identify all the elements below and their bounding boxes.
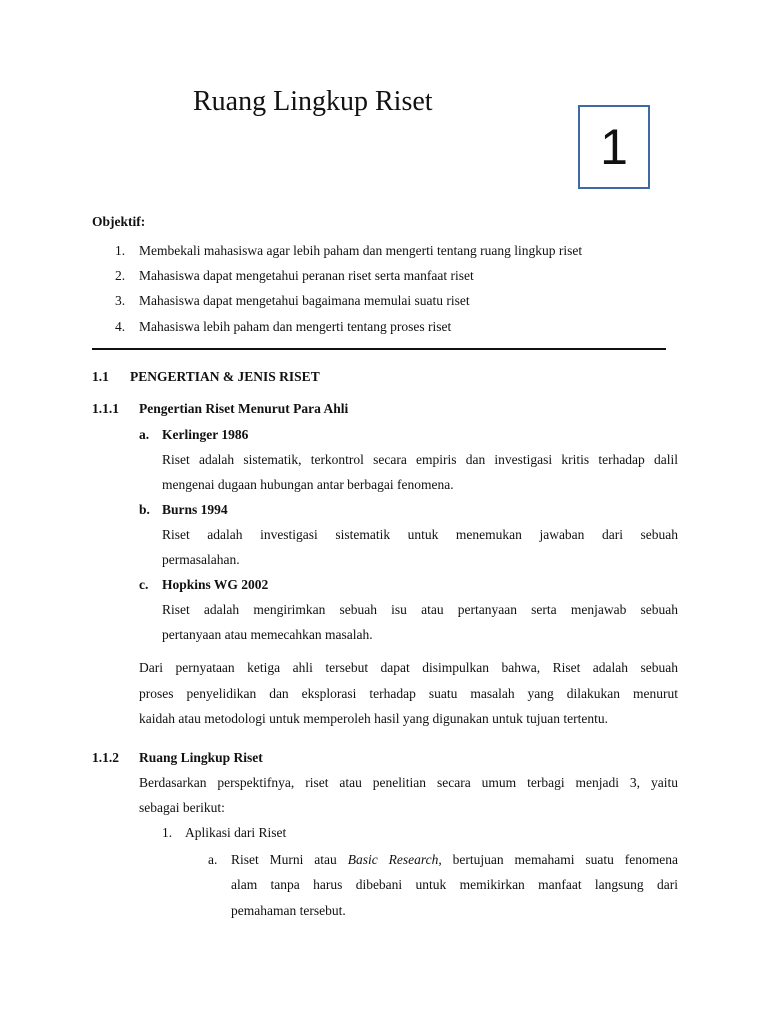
expert-letter: b. [139,502,150,517]
objective-number: 2. [115,268,126,283]
section-heading: PENGERTIAN & JENIS RISET [130,369,320,384]
objective-item: Mahasiswa dapat mengetahui peranan riset serta manfaat riset [139,268,474,283]
expert-letter: c. [139,577,149,592]
summary-line: kaidah atau metodologi untuk memperoleh hasil yang digunakan untuk tujuan tertentu. [139,711,609,726]
expert-definition-line: Riset adalah investigasi sistematik untuk menemukan jawaban dari sebuah [162,527,678,542]
sublist-first-line [231,852,678,868]
expert-name: Burns 1994 [162,502,228,517]
objective-item: Mahasiswa dapat mengetahui bagaimana memulai suatu riset [139,293,470,308]
objective-number: 3. [115,293,126,308]
sublist-text: Riset Murni atau [231,852,337,867]
intro-line: Berdasarkan perspektifnya, riset atau penelitian secara umum terbagi menjadi 3, yaitu [139,775,678,790]
sublist-letter: a. [208,852,218,867]
objective-number: 4. [115,319,126,334]
expert-definition-line: mengenai dugaan hubungan antar berbagai fenomena. [162,477,454,492]
sublist-line: pemahaman tersebut. [231,903,346,918]
divider-line [92,348,666,350]
summary-line: Dari pernyataan ketiga ahli tersebut dapat disimpulkan bahwa, Riset adalah sebuah [139,660,678,675]
expert-definition-line: pertanyaan atau memecahkan masalah. [162,627,373,642]
objective-number: 1. [115,243,126,258]
expert-name: Kerlinger 1986 [162,427,249,442]
expert-definition-line: Riset adalah sistematik, terkontrol secara empiris dan investigasi kritis terhadap dalil [162,452,678,467]
expert-definition-line: permasalahan. [162,552,240,567]
expert-name: Hopkins WG 2002 [162,577,269,592]
chapter-number-box: 1 [578,105,650,189]
subsection-number: 1.1.1 [92,401,119,416]
page-title: Ruang Lingkup Riset [193,86,433,117]
subsection-heading: Ruang Lingkup Riset [139,750,263,765]
expert-letter: a. [139,427,150,442]
basic-research-term: Basic Research [347,852,439,867]
summary-line: proses penyelidikan dan eksplorasi terhadap suatu masalah yang dilakukan menurut [139,686,678,701]
sublist-text: , bertujuan memahami suatu fenomena [438,852,678,867]
objective-item: Membekali mahasiswa agar lebih paham dan mengerti tentang ruang lingkup riset [139,243,583,258]
objective-heading: Objektif: [92,214,146,229]
objective-item: Mahasiswa lebih paham dan mengerti tentang proses riset [139,319,452,334]
list-number: 1. [162,825,173,840]
list-item: Aplikasi dari Riset [185,825,287,840]
subsection-heading: Pengertian Riset Menurut Para Ahli [139,401,349,416]
expert-definition-line: Riset adalah mengirimkan sebuah isu atau pertanyaan serta menjawab sebuah [162,602,678,617]
section-number: 1.1 [92,369,109,384]
subsection-number: 1.1.2 [92,750,119,765]
sublist-line: alam tanpa harus dibebani untuk memikirkan manfaat langsung dari [231,877,678,892]
intro-line: sebagai berikut: [139,800,225,815]
